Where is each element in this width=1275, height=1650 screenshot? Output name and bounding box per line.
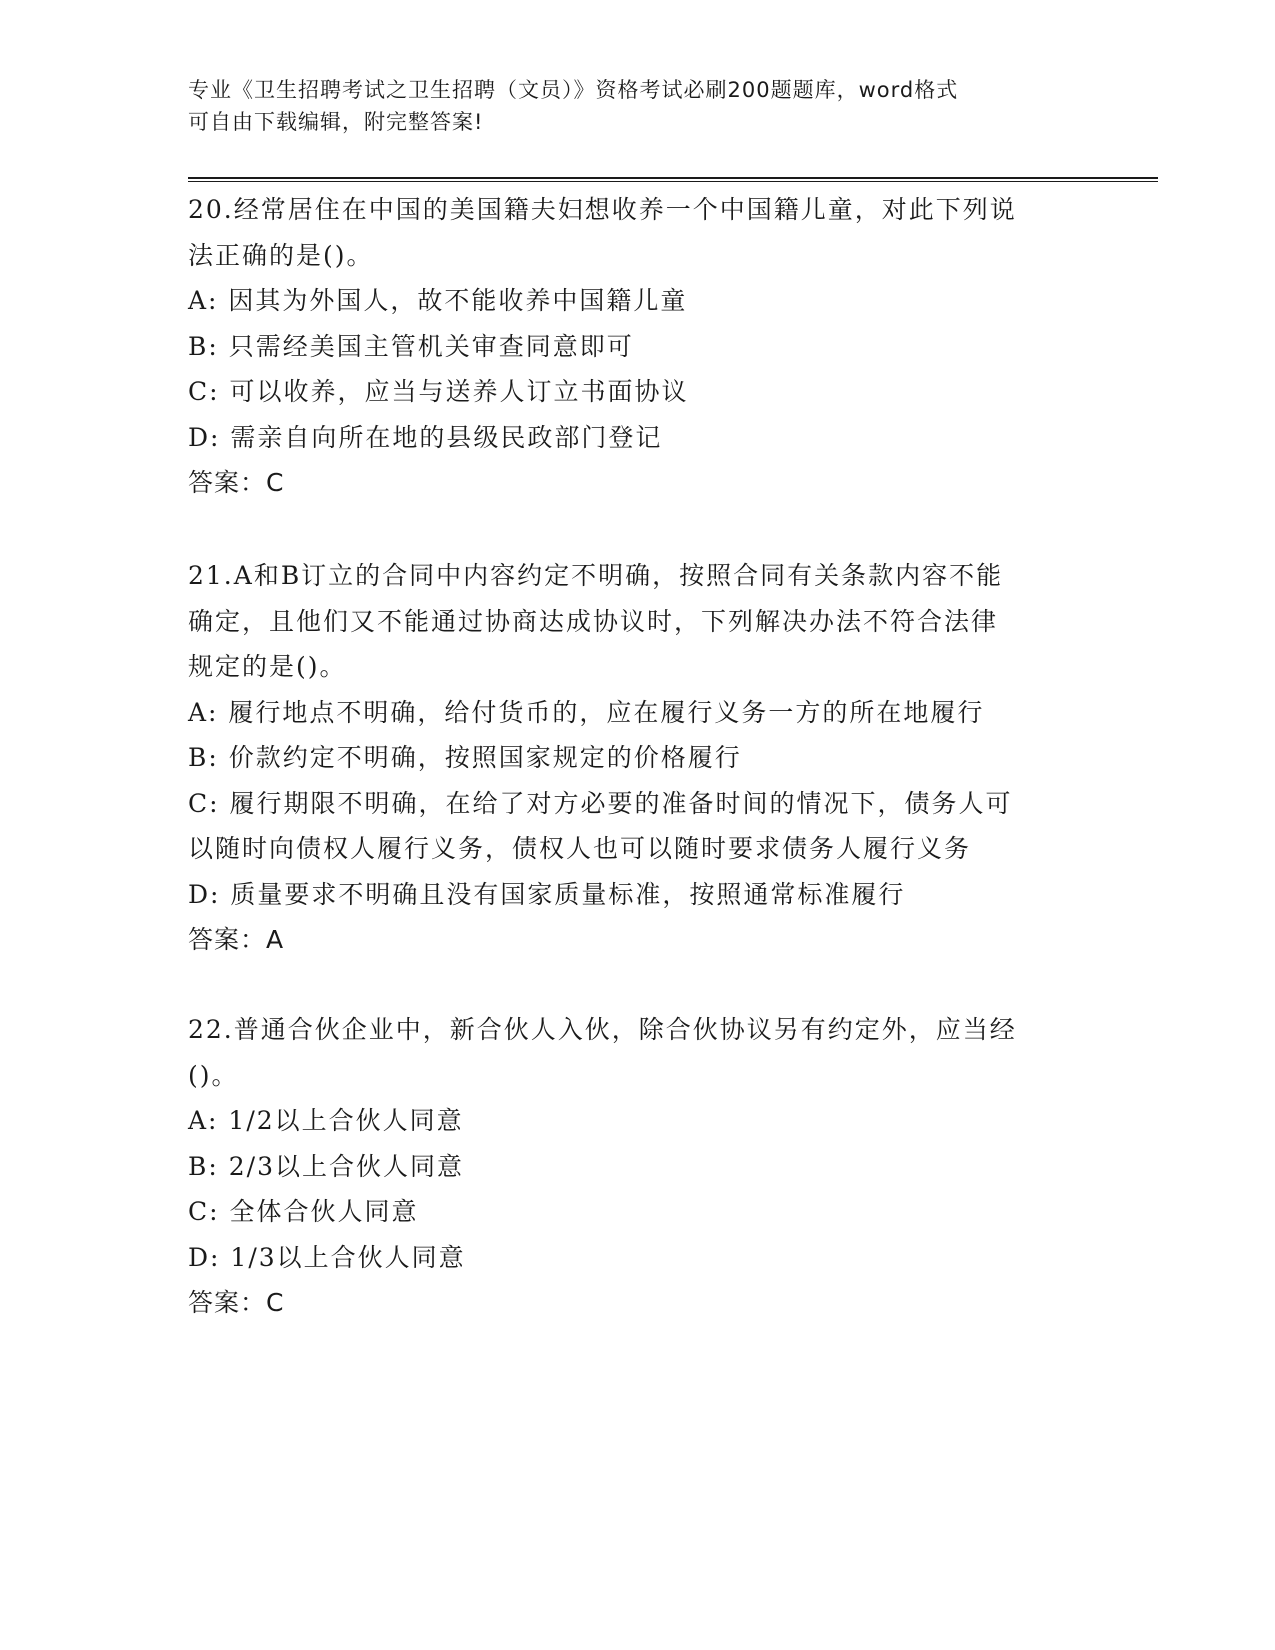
option-d: D: 质量要求不明确且没有国家质量标准，按照通常标准履行 bbox=[188, 879, 906, 909]
option-b: B: 2/3以上合伙人同意 bbox=[188, 1151, 464, 1181]
option-d: D: 需亲自向所在地的县级民政部门登记 bbox=[188, 422, 663, 452]
option-c: C: 可以收养，应当与送养人订立书面协议 bbox=[188, 377, 689, 406]
option-a: A: 因其为外国人，故不能收养中国籍儿童 bbox=[188, 286, 688, 315]
document-header bbox=[188, 74, 1088, 138]
question-stem-line: ()。 bbox=[188, 1060, 239, 1090]
option-d: D: 1/3以上合伙人同意 bbox=[188, 1242, 466, 1272]
question-21 bbox=[188, 553, 1088, 963]
question-22 bbox=[188, 1007, 1088, 1326]
question-stem-line: 21.A和B订立的合同中内容约定不明确，按照合同有关条款内容不能 bbox=[188, 561, 1004, 590]
question-stem-line: 22.普通合伙企业中，新合伙人入伙，除合伙协议另有约定外，应当经 bbox=[188, 1015, 1017, 1044]
question-stem-line: 法正确的是()。 bbox=[188, 240, 374, 270]
question-stem-line: 规定的是()。 bbox=[188, 652, 347, 681]
answer-label: 答案：C bbox=[188, 1288, 285, 1317]
question-stem-line: 确定，且他们又不能通过协商达成协议时，下列解决办法不符合法律 bbox=[188, 606, 999, 636]
question-20 bbox=[188, 187, 1088, 506]
option-a: A: 1/2以上合伙人同意 bbox=[188, 1106, 464, 1135]
option-c-continued: 以随时向债权人履行义务，债权人也可以随时要求债务人履行义务 bbox=[188, 834, 972, 863]
option-b: B: 价款约定不明确，按照国家规定的价格履行 bbox=[188, 743, 742, 772]
header-title-line-2: 可自由下载编辑，附完整答案! bbox=[188, 110, 484, 134]
question-stem-line: 20.经常居住在中国的美国籍夫妇想收养一个中国籍儿童，对此下列说 bbox=[188, 195, 1017, 224]
header-divider bbox=[188, 177, 1158, 182]
option-c: C: 履行期限不明确，在给了对方必要的准备时间的情况下，债务人可 bbox=[188, 788, 1013, 818]
option-b: B: 只需经美国主管机关审查同意即可 bbox=[188, 331, 634, 361]
answer-label: 答案：C bbox=[188, 468, 285, 497]
option-a: A: 履行地点不明确，给付货币的，应在履行义务一方的所在地履行 bbox=[188, 697, 985, 727]
header-title-line-1: 专业《卫生招聘考试之卫生招聘（文员）》资格考试必刷200题题库，word格式 bbox=[188, 78, 959, 102]
option-c: C: 全体合伙人同意 bbox=[188, 1197, 419, 1226]
answer-label: 答案：A bbox=[188, 925, 285, 954]
